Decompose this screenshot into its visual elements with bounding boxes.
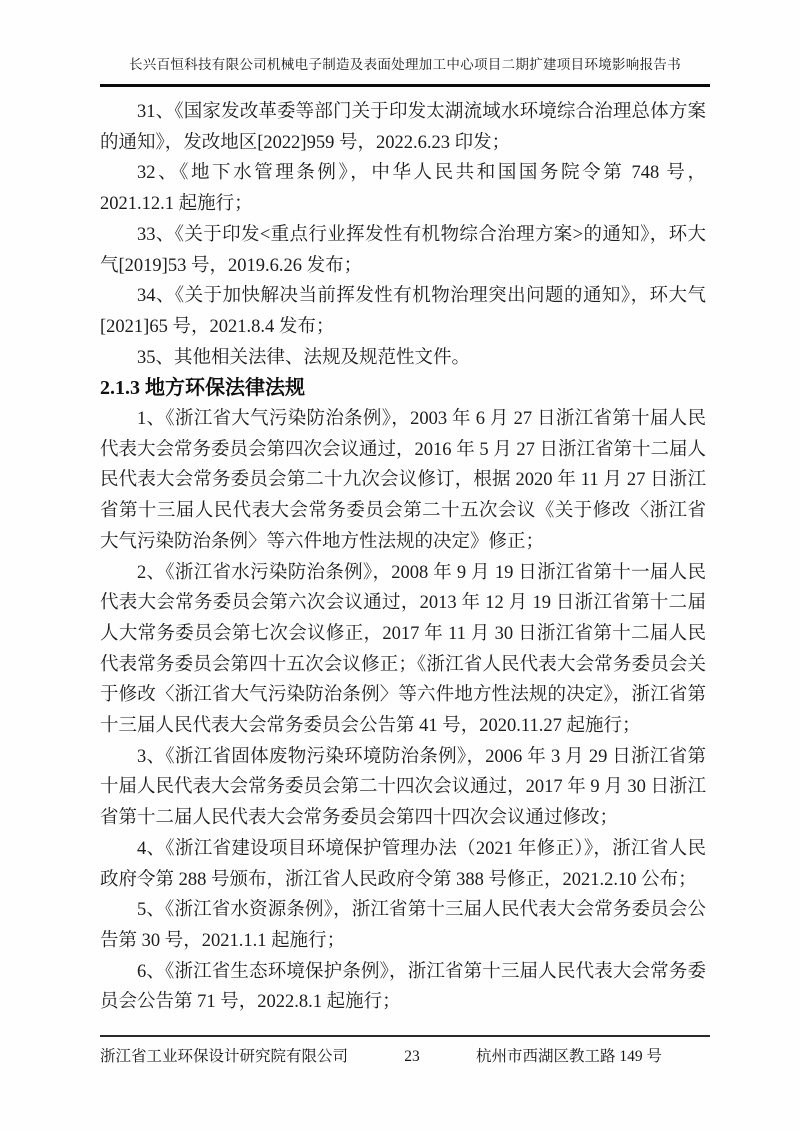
document-title: 长兴百恒科技有限公司机械电子制造及表面处理加工中心项目二期扩建项目环境影响报告书 — [129, 57, 681, 72]
list-item-34: 34、《关于加快解决当前挥发性有机物治理突出问题的通知》，环大气[2021]65 号，2021.8.4 发布； — [100, 286, 706, 337]
section-heading-2-1-3: 2.1.3 地方环保法律法规 — [100, 377, 305, 400]
list-item-local-2: 2、《浙江省水污染防治条例》，2008 年 9 月 19 日浙江省第十一届人民代表大会常务委员会第六次会议通过，2013 年 12 月 19 日浙江省第十二届人大常务委员会第七次会议修正，2017 年 11 月 30 日浙江省第十二届人民代表常务委员会第四十五次会议修正；《浙江省人民代表大会常务委员会关于修改〈浙江省大气污染防治条例〉等六件地方性法规的决定》，浙江省第十三届人民代表大会常务委员会公告第 41 号，2020.11.27 起施行； — [100, 562, 706, 737]
list-item-local-5: 5、《浙江省水资源条例》，浙江省第十三届人民代表大会常务委员会公告第 30 号，2021.1.1 起施行； — [100, 900, 706, 951]
list-item-32: 32、《地下水管理条例》，中华人民共和国国务院令第 748 号，2021.12.1 起施行； — [100, 163, 706, 215]
footer-page-number: 23 — [404, 1048, 420, 1065]
list-item-local-3: 3、《浙江省固体废物污染环境防治条例》，2006 年 3 月 29 日浙江省第十届人民代表大会常务委员会第二十四次会议通过，2017 年 9 月 30 日浙江省第十二届人民代表大会常务委员会第四十四次会议通过修改； — [100, 746, 706, 829]
list-item-31: 31、《国家发改革委等部门关于印发太湖流域水环境综合治理总体方案的通知》，发改地区[2022]959 号，2022.6.23 印发； — [100, 102, 706, 153]
page-footer — [100, 1035, 710, 1066]
footer-company-name: 浙江省工业环保设计研究院有限公司 — [100, 1048, 349, 1065]
footer-address: 杭州市西湖区教工路 149 号 — [475, 1048, 662, 1065]
list-item-33: 33、《关于印发<重点行业挥发性有机物综合治理方案>的通知》，环大气[2019]53 号，2019.6.26 发布； — [100, 224, 706, 276]
page-header — [100, 0, 710, 87]
header-divider — [100, 84, 710, 87]
list-item-local-4: 4、《浙江省建设项目环境保护管理办法（2021 年修正）》，浙江省人民政府令第 288 号颁布，浙江省人民政府令第 388 号修正，2021.2.10 公布； — [100, 838, 706, 890]
document-body — [100, 97, 706, 1018]
list-item-local-1: 1、《浙江省大气污染防治条例》，2003 年 6 月 27 日浙江省第十届人民代表大会常务委员会第四次会议通过，2016 年 5 月 27 日浙江省第十二届人民代表大会常务委员会第二十九次会议修订，根据 2020 年 11 月 27 日浙江省第十三届人民代表大会常务委员会第二十五次会议《关于修改〈浙江省大气污染防治条例〉等六件地方性法规的决定》修正； — [100, 409, 706, 552]
list-item-35: 35、其他相关法律、法规及规范性文件。 — [137, 347, 471, 368]
list-item-local-6: 6、《浙江省生态环境保护条例》，浙江省第十三届人民代表大会常务委员会公告第 71 号，2022.8.1 起施行； — [100, 961, 706, 1013]
